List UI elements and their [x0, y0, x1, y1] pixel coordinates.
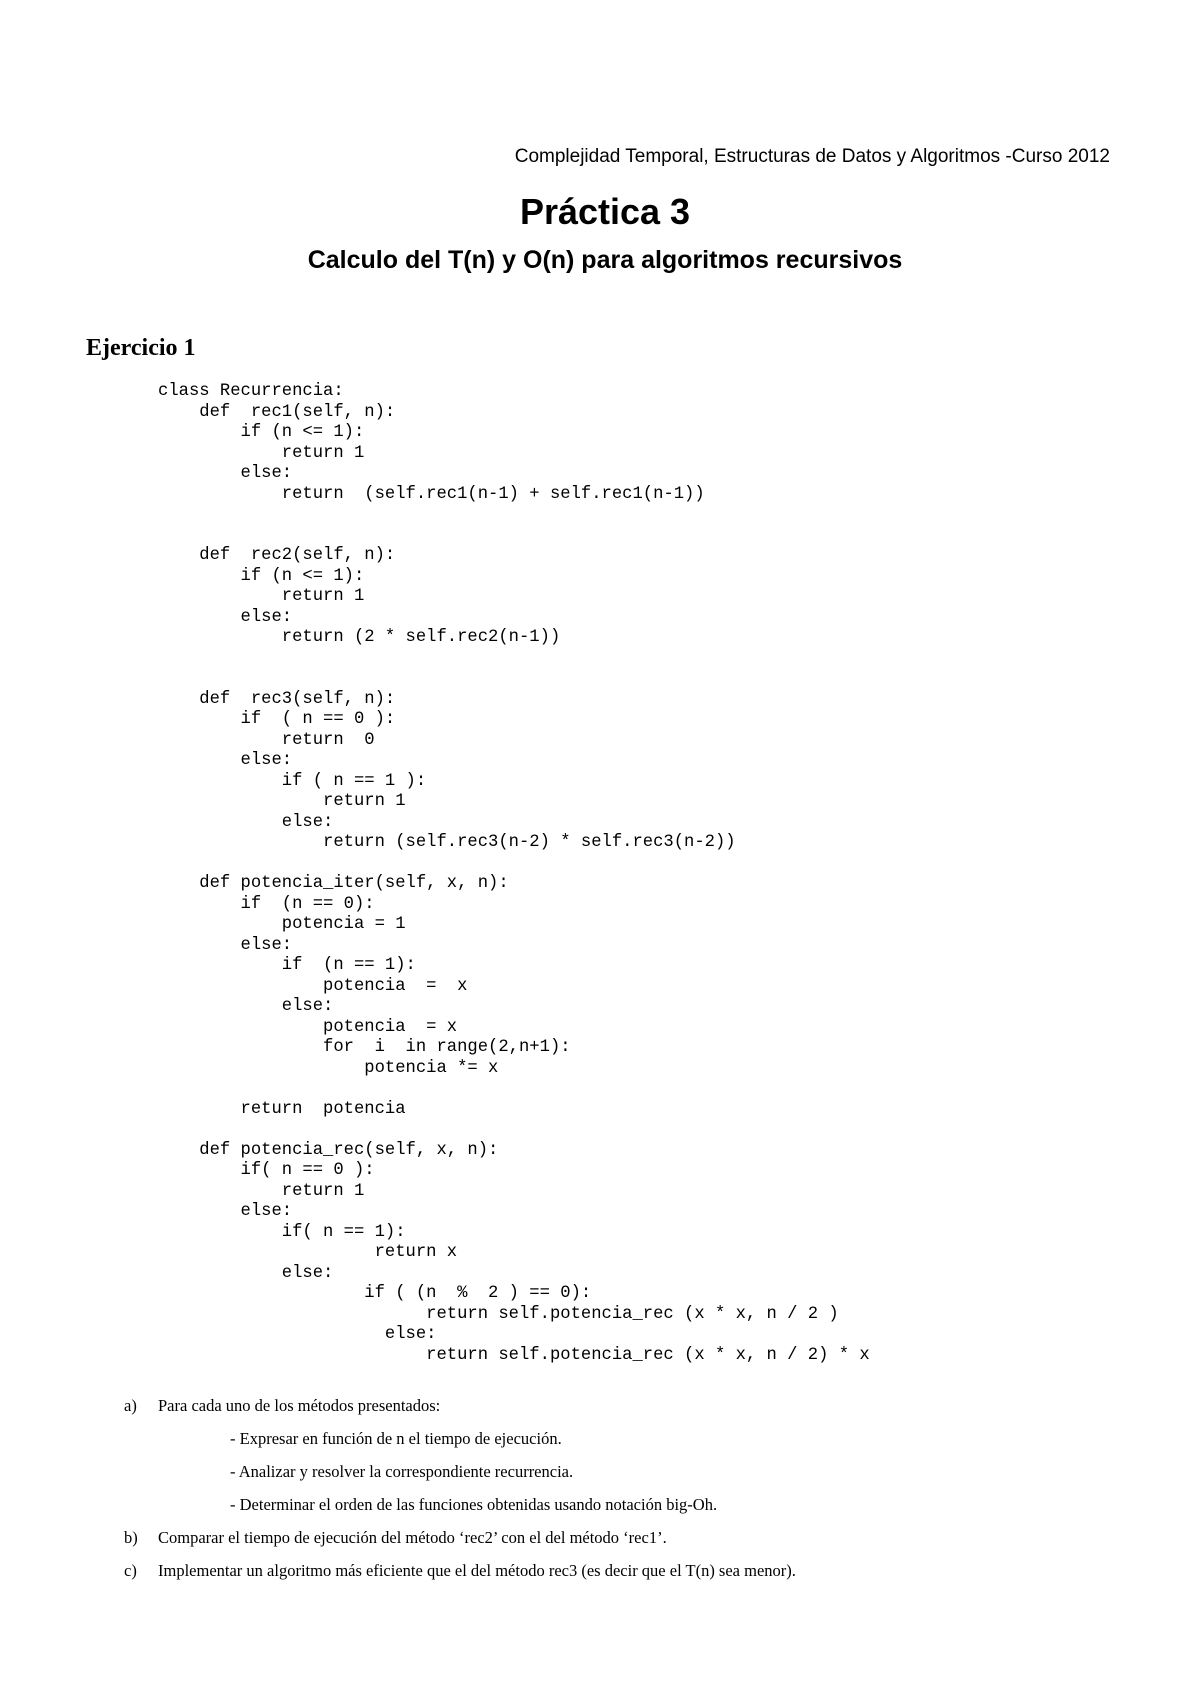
code-line: def rec3(self, n): [158, 689, 396, 709]
code-line: if (n == 1): [158, 956, 416, 975]
code-line: return 1 [158, 443, 365, 463]
question-a [124, 1396, 1124, 1416]
code-line: if ( n == 1 ): [158, 771, 427, 791]
code-listing [158, 382, 870, 1366]
code-line: else: [158, 935, 293, 955]
code-line: def rec2(self, n): [158, 546, 396, 565]
running-header: Complejidad Temporal, Estructuras de Datos y Algoritmos -Curso 2012 [514, 146, 1110, 167]
code-line: def rec1(self, n): [158, 402, 396, 422]
code-line [158, 854, 870, 875]
question-b-text: Comparar el tiempo de ejecución del método ‘rec2’ con el del método ‘rec1’. [158, 1528, 667, 1547]
question-a-item-2: - Analizar y resolver la correspondiente recurrencia. [230, 1462, 574, 1481]
code-line [158, 505, 870, 526]
code-line: if ( (n % 2 ) == 0): [158, 1284, 592, 1303]
code-line: if (n <= 1): [158, 566, 365, 586]
code-line: if (n == 0): [158, 894, 375, 914]
code-line [158, 526, 870, 547]
questions-list [124, 1396, 1124, 1594]
question-b [124, 1528, 1124, 1548]
code-line [158, 1079, 870, 1100]
code-line: potencia *= x [158, 1058, 499, 1078]
code-line [158, 1120, 870, 1141]
code-line: if( n == 0 ): [158, 1161, 375, 1180]
code-line: potencia = 1 [158, 915, 406, 934]
question-a-item-3: - Determinar el orden de las funciones obtenidas usando notación big-Oh. [230, 1495, 718, 1514]
question-c-letter: c) [124, 1561, 137, 1580]
code-line: else: [158, 1325, 437, 1344]
question-c-text: Implementar un algoritmo más eficiente que el del método rec3 (es decir que el T(n) sea menor). [158, 1561, 796, 1580]
code-line: def potencia_rec(self, x, n): [158, 1140, 499, 1160]
code-line: else: [158, 1263, 334, 1283]
code-line: if( n == 1): [158, 1222, 406, 1242]
code-line: if ( n == 0 ): [158, 710, 396, 729]
code-line: potencia = x [158, 976, 468, 996]
code-line: return (2 * self.rec2(n-1)) [158, 628, 561, 647]
section-title: Ejercicio 1 [86, 335, 196, 361]
code-line: return 1 [158, 792, 406, 811]
question-a-text: Para cada uno de los métodos presentados: [158, 1396, 441, 1415]
code-line: return x [158, 1243, 458, 1262]
code-line: return 1 [158, 587, 365, 606]
code-line: return (self.rec1(n-1) + self.rec1(n-1)) [158, 484, 705, 504]
code-line: def potencia_iter(self, x, n): [158, 874, 509, 893]
question-a-item-1: - Expresar en función de n el tiempo de ejecución. [230, 1429, 562, 1448]
code-line: else: [158, 607, 293, 627]
code-line: else: [158, 812, 334, 832]
code-line: return self.potencia_rec (x * x, n / 2) * x [158, 1345, 870, 1365]
code-line [158, 649, 870, 670]
code-line: if (n <= 1): [158, 423, 365, 442]
code-line: else: [158, 1202, 293, 1221]
code-line: return 1 [158, 1181, 365, 1201]
code-line: else: [158, 997, 334, 1016]
code-line: else: [158, 464, 293, 483]
code-line: else: [158, 751, 293, 770]
code-line: return potencia [158, 1099, 406, 1119]
question-a-letter: a) [124, 1396, 137, 1415]
code-line: return (self.rec3(n-2) * self.rec3(n-2)) [158, 833, 736, 852]
code-line: return self.potencia_rec (x * x, n / 2 ) [158, 1304, 839, 1324]
code-line: for i in range(2,n+1): [158, 1038, 571, 1057]
code-line: potencia = x [158, 1017, 458, 1037]
page-title: Práctica 3 [519, 191, 691, 232]
question-c [124, 1561, 1124, 1581]
question-b-letter: b) [124, 1528, 138, 1547]
code-line [158, 669, 870, 690]
code-line: class Recurrencia: [158, 382, 344, 401]
code-line: return 0 [158, 730, 375, 750]
page-subtitle: Calculo del T(n) y O(n) para algoritmos recursivos [307, 246, 903, 274]
